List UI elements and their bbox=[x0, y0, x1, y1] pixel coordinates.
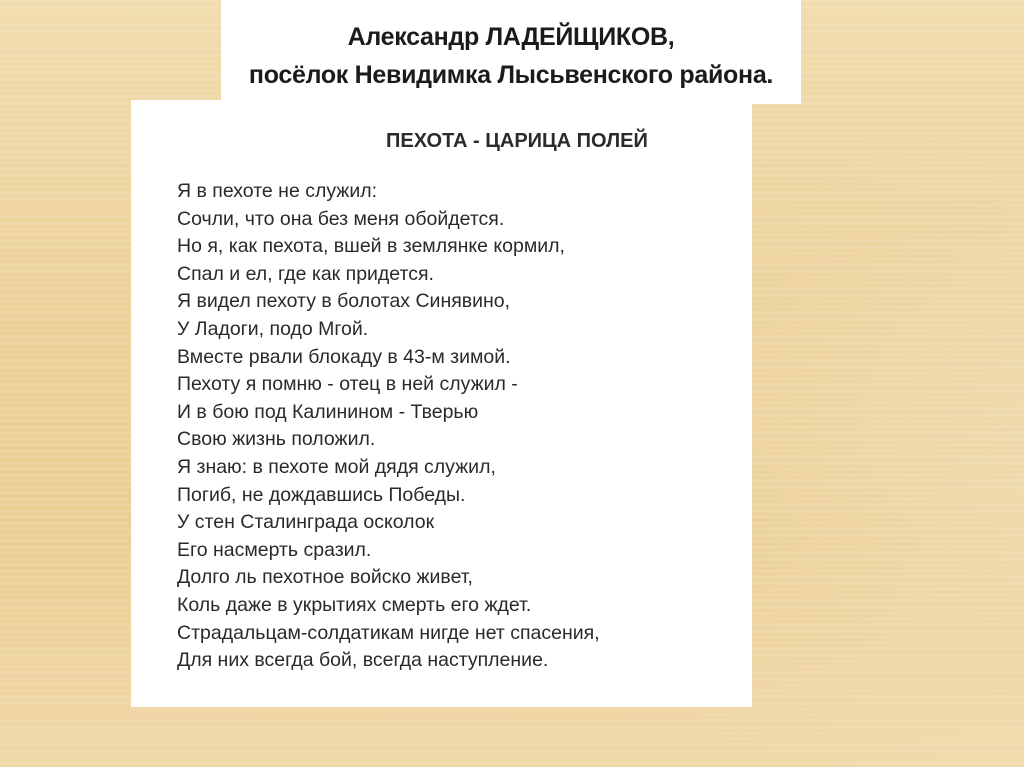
poem-line: Спал и ел, где как придется. bbox=[177, 262, 434, 285]
poem-line: Свою жизнь положил. bbox=[177, 428, 376, 451]
poem-title: ПЕХОТА - ЦАРИЦА ПОЛЕЙ bbox=[386, 130, 648, 152]
poem-line: Коль даже в укрытиях смерть его ждет. bbox=[177, 593, 532, 616]
poem-line: Погиб, не дождавшись Победы. bbox=[177, 483, 466, 506]
poem-line: Я видел пехоту в болотах Синявино, bbox=[177, 290, 511, 313]
poem-line: Долго ль пехотное войско живет, bbox=[177, 566, 473, 589]
author-location: посёлок Невидимка Лысьвенского района. bbox=[248, 61, 774, 89]
poem-line: И в бою под Калинином - Тверью bbox=[177, 400, 479, 423]
poem-line: Но я, как пехота, вшей в землянке кормил, bbox=[177, 235, 565, 258]
poem-line: Страдальцам-солдатикам нигде нет спасения, bbox=[177, 621, 600, 644]
poem-line: Его насмерть сразил. bbox=[177, 538, 372, 561]
poem-line: У стен Сталинграда осколок bbox=[177, 511, 435, 534]
poem-line: Сочли, что она без меня обойдется. bbox=[177, 207, 505, 230]
poem-text bbox=[177, 178, 600, 675]
poem-line: Для них всегда бой, всегда наступление. bbox=[177, 649, 549, 672]
poem-line: У Ладоги, подо Мгой. bbox=[177, 317, 369, 340]
author-name: Александр ЛАДЕЙЩИКОВ, bbox=[347, 23, 675, 51]
header-card bbox=[221, 0, 801, 104]
poem-line: Я знаю: в пехоте мой дядя служил, bbox=[177, 455, 496, 478]
poem-line: Пехоту я помню - отец в ней служил - bbox=[177, 373, 518, 396]
poem-line: Я в пехоте не служил: bbox=[177, 180, 378, 202]
poem-card bbox=[131, 100, 752, 707]
poem-line: Вместе рвали блокаду в 43-м зимой. bbox=[177, 345, 511, 368]
